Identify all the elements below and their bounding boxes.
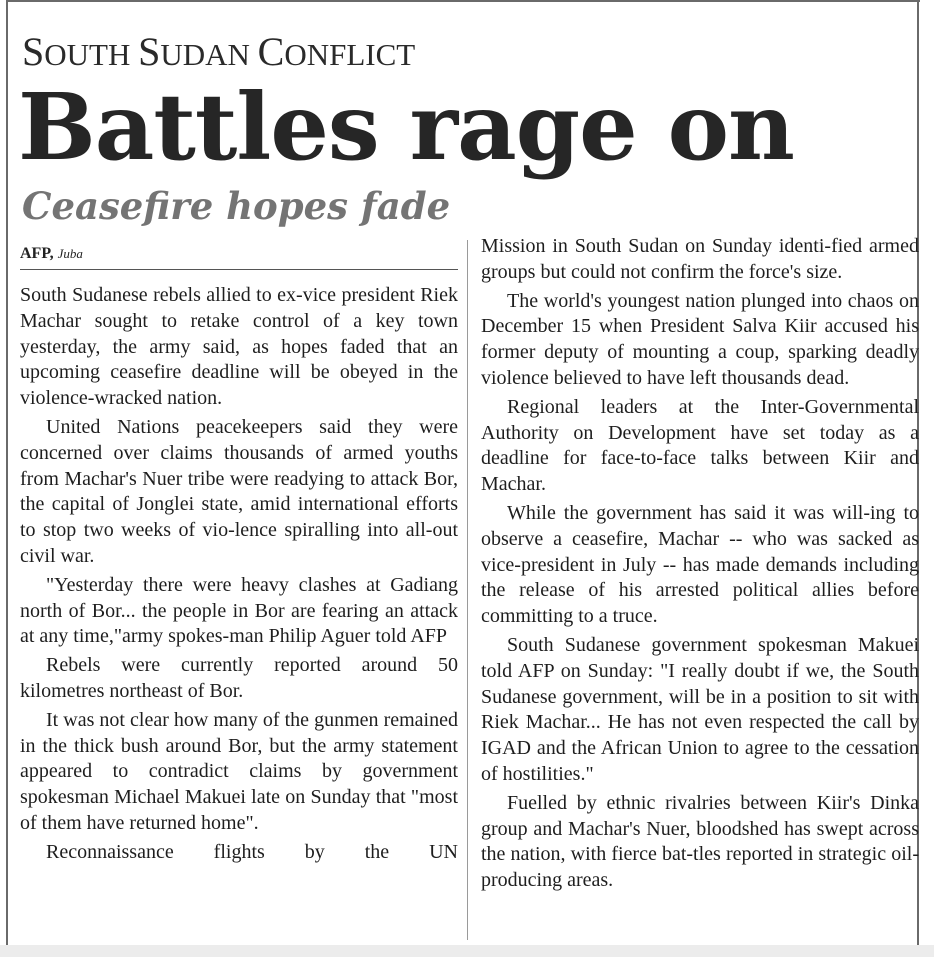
section-kicker: SOUTH SUDAN CONFLICT <box>22 29 416 74</box>
byline <box>20 243 83 265</box>
top-border-rule <box>6 0 920 2</box>
headline: Battles rage on <box>18 73 794 181</box>
page-bottom-edge <box>0 945 934 957</box>
article-paragraph: "Yesterday there were heavy clashes at Gadiang north of Bor... the people in Bor are fearing an attack at any time,"army spokes-man Philip Aguer told AFP <box>20 573 458 648</box>
article-paragraph: The world's youngest nation plunged into chaos on December 15 when President Salva Kiir accused his former deputy of mounting a coup, sparking deadly violence believed to have left thousands dead. <box>481 289 919 389</box>
article-column-left <box>20 283 458 866</box>
article-column-right <box>481 234 919 894</box>
article-paragraph: South Sudanese rebels allied to ex-vice president Riek Machar sought to retake control of a key town yesterday, the army said, as hopes faded that an upcoming ceasefire deadline will be obeyed in the violence-wracked nation. <box>20 284 458 410</box>
article-paragraph: It was not clear how many of the gunmen remained in the thick bush around Bor, but the army statement appeared to contradict claims by government spokesman Michael Makuei late on Sunday that "most of them have returned home". <box>20 708 458 834</box>
article-paragraph: South Sudanese government spokesman Makuei told AFP on Sunday: "I really doubt if we, the South Sudanese government, will be in a position to sit with Riek Machar... He has not even respected the call by IGAD and the African Union to agree to the cessation of hostilities." <box>481 633 919 785</box>
article-paragraph-continued: Mission in South Sudan on Sunday identi-fied armed groups but could not confirm the force's size. <box>481 235 919 283</box>
article-paragraph: While the government has said it was will-ing to observe a ceasefire, Machar -- who was sacked as vice-president in July -- has made demands including the release of his arrested political allies before committing to a truce. <box>481 501 919 628</box>
article-paragraph: United Nations peacekeepers said they were concerned over claims thousands of armed youths from Machar's Nuer tribe were readying to attack Bor, the capital of Jonglei state, amid international efforts to stop two weeks of vio-lence spiralling into all-out civil war. <box>20 415 458 567</box>
article-paragraph: Reconnaissance flights by the UN <box>46 840 458 863</box>
byline-agency: AFP, <box>20 245 54 262</box>
column-divider <box>467 240 468 940</box>
byline-dateline: Juba <box>57 246 83 261</box>
article-paragraph: Regional leaders at the Inter-Governmental Authority on Development have set today as a deadline for face-to-face talks between Kiir and Machar. <box>481 395 919 496</box>
left-border-rule <box>6 0 8 957</box>
subheadline: Ceasefire hopes fade <box>22 184 451 228</box>
article-paragraph: Rebels were currently reported around 50 kilometres northeast of Bor. <box>20 654 458 702</box>
article-paragraph: Fuelled by ethnic rivalries between Kiir's Dinka group and Machar's Nuer, bloodshed has swept across the nation, with fierce bat-tles reported in strategic oil-producing areas. <box>481 791 919 892</box>
byline-rule <box>20 269 458 270</box>
